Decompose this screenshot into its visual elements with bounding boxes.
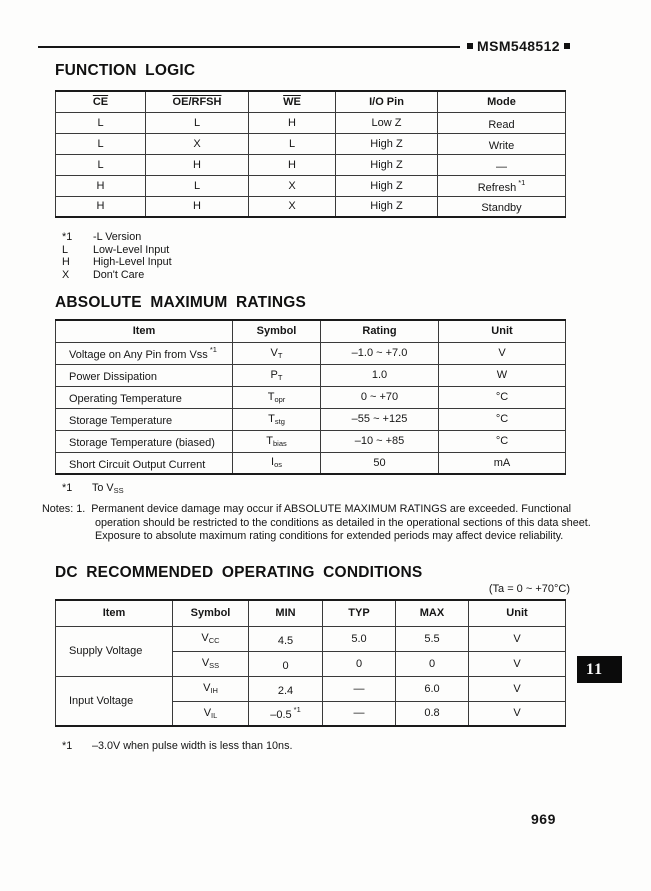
cell-io: Low Z (336, 112, 438, 133)
function-logic-table (55, 90, 566, 218)
dc-conditions-table (55, 599, 566, 727)
cell-min: 2.4 (249, 676, 323, 701)
cell-max: 0.8 (396, 701, 469, 726)
cell-unit: W (439, 364, 566, 386)
bullet-square-icon (564, 43, 570, 49)
cell-oe: L (146, 175, 249, 196)
cell-typ: 5.0 (323, 626, 396, 651)
cell-item: Storage Temperature (biased) (56, 430, 233, 452)
header-cell-unit: Unit (439, 320, 566, 342)
table-row (56, 676, 566, 701)
cell-we: H (249, 112, 336, 133)
table-header-row (56, 320, 566, 342)
ambient-condition: (Ta = 0 ~ +70°C) (488, 583, 570, 595)
table-row (56, 133, 566, 154)
cell-unit: V (469, 676, 566, 701)
doc-id: MSM548512 (477, 38, 560, 54)
cell-io: High Z (336, 196, 438, 217)
legend-item: L Low-Level Input (62, 243, 170, 256)
cell-oe: H (146, 154, 249, 175)
cell-oe: X (146, 133, 249, 154)
legend-item: X Don't Care (62, 268, 145, 281)
cell-symbol: VIL (173, 701, 249, 726)
cell-item: Short Circuit Output Current (56, 452, 233, 474)
cell-item: Operating Temperature (56, 386, 233, 408)
table-header-row (56, 600, 566, 626)
abs-max-notes (42, 503, 591, 544)
cell-unit: °C (439, 386, 566, 408)
cell-rating: 0 ~ +70 (321, 386, 439, 408)
notes-line: Exposure to absolute maximum rating conditions for extended periods may affect device reliability. (95, 530, 564, 543)
table-row (56, 112, 566, 133)
cell-mode: Standby (438, 196, 566, 217)
cell-we: L (249, 133, 336, 154)
function-logic-heading: FUNCTION LOGIC (55, 62, 196, 79)
cell-unit: V (469, 651, 566, 676)
cell-ce: L (56, 133, 146, 154)
cell-ce: H (56, 196, 146, 217)
cell-symbol: Tstg (233, 408, 321, 430)
header-cell-oe-rfsh: OE/RFSH (146, 91, 249, 112)
header-cell-item: Item (56, 600, 173, 626)
cell-item: Voltage on Any Pin from Vss $^{*1}$ (56, 342, 233, 364)
cell-we: H (249, 154, 336, 175)
table-row (56, 364, 566, 386)
table-row (56, 430, 566, 452)
cell-unit: V (469, 626, 566, 651)
cell-mode: Refresh $^{*1}$ (438, 175, 566, 196)
cell-ce: L (56, 154, 146, 175)
cell-max: 5.5 (396, 626, 469, 651)
cell-oe: L (146, 112, 249, 133)
cell-item-group: Supply Voltage (56, 626, 173, 676)
cell-typ: 0 (323, 651, 396, 676)
cell-rating: –10 ~ +85 (321, 430, 439, 452)
cell-oe: H (146, 196, 249, 217)
cell-max: 0 (396, 651, 469, 676)
cell-typ: — (323, 701, 396, 726)
header-cell-io-pin: I/O Pin (336, 91, 438, 112)
cell-io: High Z (336, 133, 438, 154)
cell-max: 6.0 (396, 676, 469, 701)
cell-we: X (249, 196, 336, 217)
legend-item: H High-Level Input (62, 256, 172, 269)
notes-line: operation should be restricted to the conditions as detailed in the operational sections of this data sheet. (95, 516, 591, 529)
header-cell-min: MIN (249, 600, 323, 626)
cell-mode: Write (438, 133, 566, 154)
page-number: 969 (531, 811, 556, 827)
cell-ce: L (56, 112, 146, 133)
table-row (56, 175, 566, 196)
dc-conditions-heading: DC RECOMMENDED OPERATING CONDITIONS (55, 564, 423, 581)
cell-unit: °C (439, 430, 566, 452)
function-logic-legend (62, 231, 172, 281)
cell-item: Storage Temperature (56, 408, 233, 430)
header-cell-we: $\overline{WE}$ (249, 91, 336, 112)
page-header (38, 38, 570, 54)
header-cell-ce: $\overline{CE}$ (56, 91, 146, 112)
header-cell-max: MAX (396, 600, 469, 626)
cell-symbol: VCC (173, 626, 249, 651)
cell-symbol: Ios (233, 452, 321, 474)
cell-mode: Read (438, 112, 566, 133)
table-row (56, 626, 566, 651)
cell-io: High Z (336, 154, 438, 175)
header-cell-typ: TYP (323, 600, 396, 626)
chapter-tab: 11 (577, 656, 622, 683)
table-row (56, 408, 566, 430)
table-header-row (56, 91, 566, 112)
cell-min: 0 (249, 651, 323, 676)
cell-symbol: VIH (173, 676, 249, 701)
cell-unit: mA (439, 452, 566, 474)
cell-unit: °C (439, 408, 566, 430)
table-row (56, 342, 566, 364)
header-cell-symbol: Symbol (233, 320, 321, 342)
cell-rating: –1.0 ~ +7.0 (321, 342, 439, 364)
abs-max-footnote: *1 To VSS (62, 482, 124, 495)
header-cell-symbol: Symbol (173, 600, 249, 626)
cell-io: High Z (336, 175, 438, 196)
abs-max-ratings-heading: ABSOLUTE MAXIMUM RATINGS (55, 294, 307, 311)
legend-item: *1 -L Version (62, 231, 142, 243)
cell-unit: V (469, 701, 566, 726)
header-cell-rating: Rating (321, 320, 439, 342)
cell-rating: 50 (321, 452, 439, 474)
table-row (56, 154, 566, 175)
table-row (56, 386, 566, 408)
header-rule (38, 46, 460, 48)
cell-symbol: Tbias (233, 430, 321, 452)
notes-line: Notes: 1. Permanent device damage may occur if ABSOLUTE MAXIMUM RATINGS are exceeded. Functional (42, 503, 572, 515)
table-row (56, 452, 566, 474)
cell-mode: — (438, 154, 566, 175)
cell-min: 4.5 (249, 626, 323, 651)
table-row (56, 196, 566, 217)
cell-min: –0.5 $^{*1}$ (249, 701, 323, 726)
cell-symbol: VT (233, 342, 321, 364)
header-cell-mode: Mode (438, 91, 566, 112)
cell-item-group: Input Voltage (56, 676, 173, 726)
cell-symbol: Topr (233, 386, 321, 408)
cell-rating: 1.0 (321, 364, 439, 386)
header-cell-unit: Unit (469, 600, 566, 626)
cell-typ: — (323, 676, 396, 701)
abs-max-ratings-table (55, 319, 566, 475)
cell-item: Power Dissipation (56, 364, 233, 386)
cell-ce: H (56, 175, 146, 196)
cell-symbol: VSS (173, 651, 249, 676)
bullet-square-icon (467, 43, 473, 49)
cell-unit: V (439, 342, 566, 364)
cell-symbol: PT (233, 364, 321, 386)
header-cell-item: Item (56, 320, 233, 342)
cell-rating: –55 ~ +125 (321, 408, 439, 430)
dc-footnote: *1 –3.0V when pulse width is less than 10ns. (62, 740, 293, 752)
doc-id-wrap (467, 38, 570, 54)
cell-we: X (249, 175, 336, 196)
